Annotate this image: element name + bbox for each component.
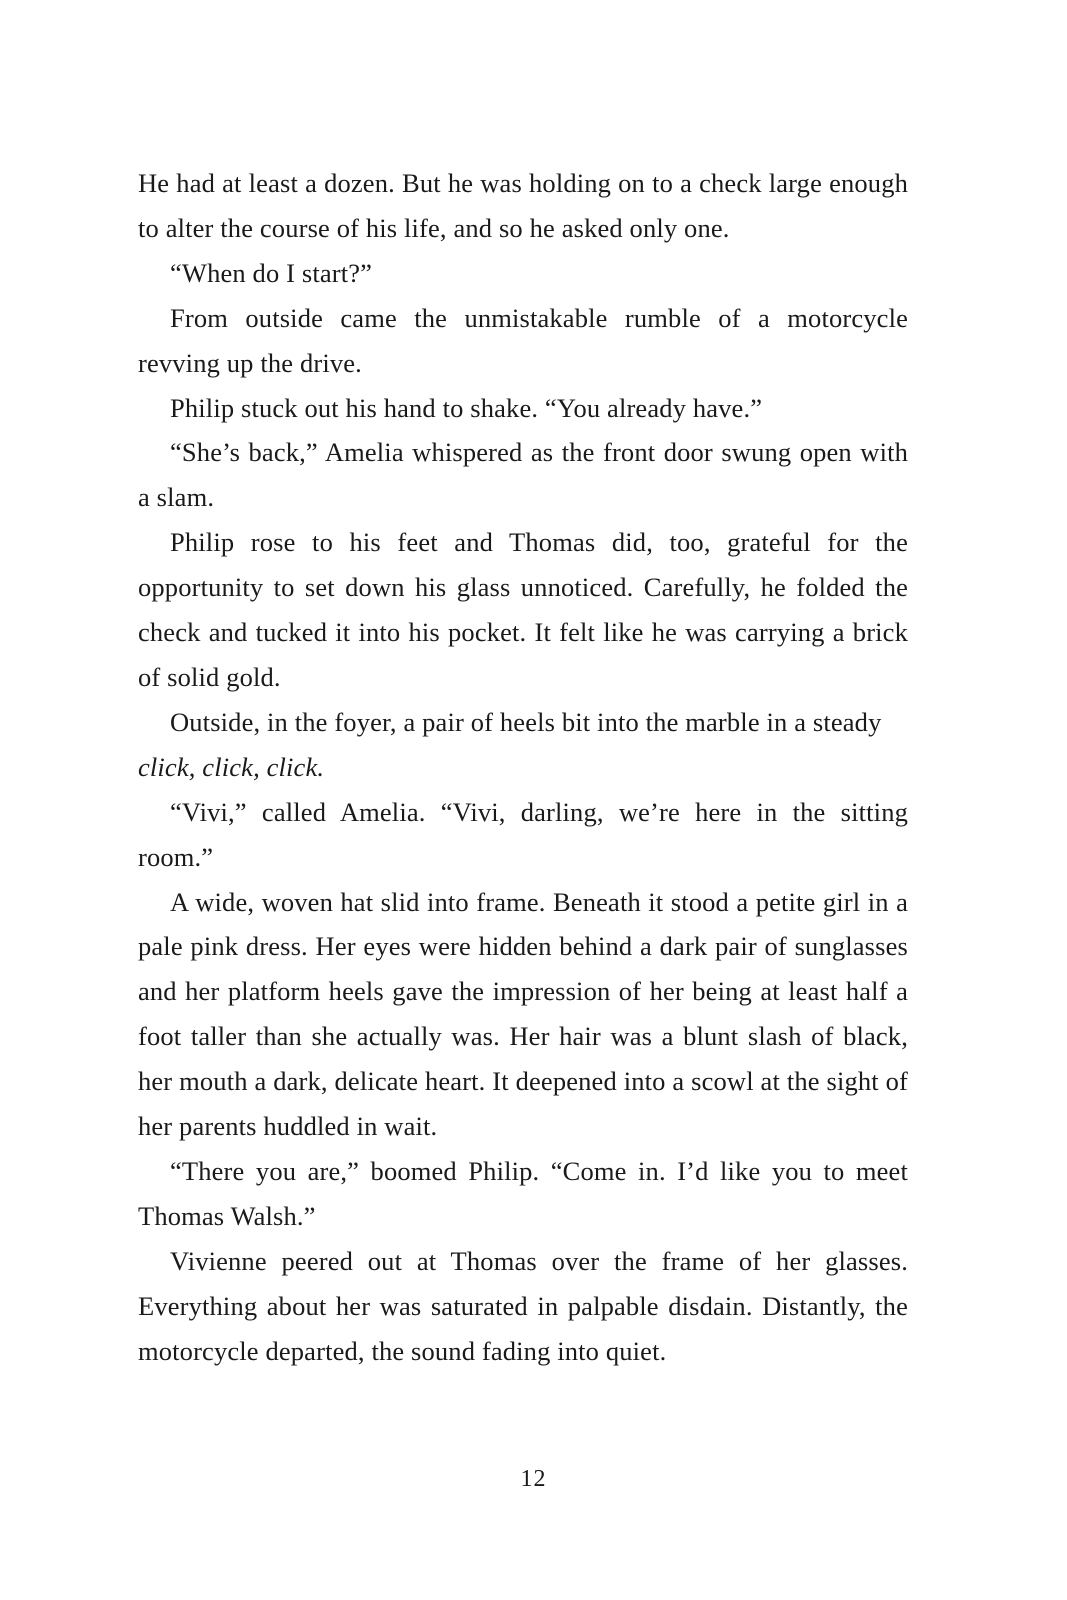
paragraph-7-text: Outside, in the foyer, a pair of heels bit into the marble in a steady: [170, 706, 882, 737]
paragraph-8: “Vivi,” called Amelia. “Vivi, darling, we’re here in the sitting room.”: [138, 796, 908, 872]
body-text: [138, 161, 908, 1373]
paragraph-4: Philip stuck out his hand to shake. “You already have.”: [170, 392, 763, 423]
page-number: 12: [520, 1466, 547, 1492]
paragraph-6: Philip rose to his feet and Thomas did, too, grateful for the opportunity to set down his glass unnoticed. Carefully, he folded the check and tucked it into his pocket. It felt like he was carrying a brick of solid gold.: [138, 527, 908, 692]
italic-clicks: click, click, click.: [138, 751, 325, 782]
paragraph-10: “There you are,” boomed Philip. “Come in. I’d like you to meet Thomas Walsh.”: [138, 1155, 908, 1231]
paragraph-3: From outside came the unmistakable rumble of a motorcycle revving up the drive.: [138, 302, 908, 378]
paragraph-2: “When do I start?”: [170, 257, 373, 288]
paragraph-1: He had at least a dozen. But he was holding on to a check large enough to alter the course of his life, and so he asked only one.: [138, 168, 908, 243]
paragraph-7: [138, 700, 908, 790]
paragraph-5: “She’s back,” Amelia whispered as the front door swung open with a slam.: [138, 437, 908, 513]
paragraph-11: Vivienne peered out at Thomas over the frame of her glasses. Everything about her was saturated in palpable disdain. Distantly, the motorcycle departed, the sound fading into quiet.: [138, 1245, 908, 1366]
paragraph-9: A wide, woven hat slid into frame. Beneath it stood a petite girl in a pale pink dress. Her eyes were hidden behind a dark pair of sunglasses and her platform heels gave the impression of her being at least half a foot taller than she actually was. Her hair was a blunt slash of black, her mouth a dark, delicate heart. It deepened into a scowl at the sight of her parents huddled in wait.: [138, 886, 908, 1142]
